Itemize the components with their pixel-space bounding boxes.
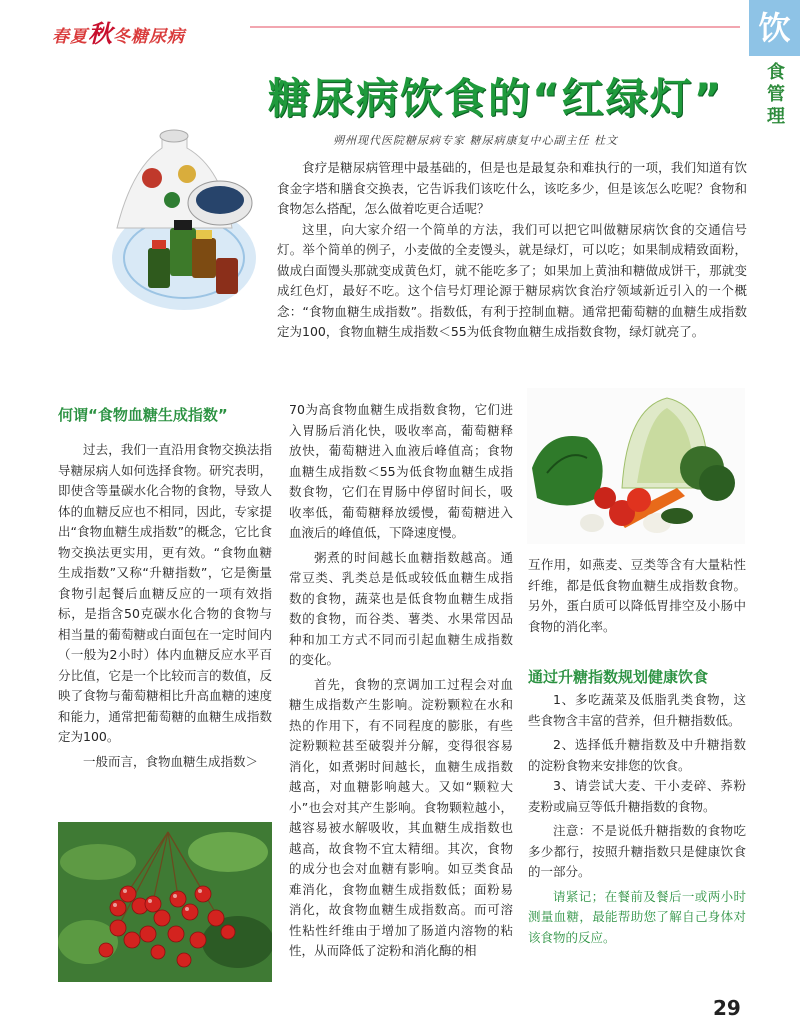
body-paragraph: 过去，我们一直沿用食物交换法指导糖尿病人如何选择食物。研究表明，即使含等量碳水化合物的食物，导致人体的血糖反应也不相同，因此，专家提出“食物血糖生成指数”的概念，它比食物交换法更实用，更有效。“食物血糖生成指数”又称“升糖指数”，它是衡量食物引起餐后血糖反应的一项有效指标，是指含50克碳水化合物的食物与相当量的葡萄糖或白面包在一定时间内（一般为2小时）体内血糖反应水平百分比值，它是一个比较而言的数值，反映了食物与葡萄糖相比升高血糖的速度和能力，通常把葡萄糖的血糖生成指数定为100。 xyxy=(58,442,272,744)
intro-paragraph: 食疗是糖尿病管理中最基础的，但是也是最复杂和难执行的一项，我们知道有饮食金字塔和膳食交换表，它告诉我们该吃什么，该吃多少，但是该怎么吃呢？食物和食物怎么搭配，怎么做着吃更合适呢？ xyxy=(277,160,747,216)
note-paragraph: 注意：不是说低升糖指数的食物吃多少都行，按照升糖指数只是健康饮食的一部分。 xyxy=(528,823,746,879)
article-title: 糖尿病饮食的“红绿灯” xyxy=(268,74,724,123)
tip-item: 3、请尝试大麦、干小麦碎、荞粉麦粉或扁豆等低升糖指数的食物。 xyxy=(528,778,746,814)
article-byline: 朔州现代医院糖尿病专家 糖尿病康复中心副主任 杜文 xyxy=(333,134,618,147)
page-number: 29 xyxy=(713,996,741,1020)
cherries-photo xyxy=(58,822,272,982)
column-2-text xyxy=(289,400,513,962)
tip-item: 1、多吃蔬菜及低脂乳类食物，这些食物含丰富的营养，但升糖指数低。 xyxy=(528,692,746,728)
series-title xyxy=(52,14,185,49)
tips-list xyxy=(528,690,746,948)
medicine-illustration xyxy=(92,108,264,318)
intro-paragraph: 这里，向大家介绍一个简单的方法，我们可以把它叫做糖尿病饮食的交通信号灯。举个简单的例子，小麦做的全麦馒头，就是绿灯，可以吃；如果制成精致面粉，做成白面馒头那就变成黄色灯，就不能吃多了；如果加上黄油和糖做成饼干，那就变成红色灯，最好不吃。这个信号灯理论源于糖尿病饮食治疗领域新近引入的一个概念：“食物血糖生成指数”。指数低，有利于控制血糖。通常把葡萄糖的血糖生成指数定为100，食物血糖生成指数＜55为低食物血糖生成指数食物，绿灯就亮了。 xyxy=(277,221,747,339)
body-paragraph: 一般而言，食物血糖生成指数＞ xyxy=(83,753,259,769)
series-title-autumn: 秋 xyxy=(88,19,113,48)
section-tab: 饮 xyxy=(749,0,800,56)
body-paragraph: 互作用，如燕麦、豆类等含有大量粘性纤维，都是低食物血糖生成指数食物。另外，蛋白质可以降低胃排空及小肠中食物的消化率。 xyxy=(528,557,746,634)
header-rule xyxy=(250,26,740,28)
tip-item: 2、选择低升糖指数及中升糖指数的淀粉食物来安排您的饮食。 xyxy=(528,737,746,773)
section-heading-gi-definition: 何谓“食物血糖生成指数” xyxy=(58,406,228,424)
column-3-text xyxy=(528,555,746,637)
section-heading-gi-diet-plan: 通过升糖指数规划健康饮食 xyxy=(528,668,709,686)
series-title-pre: 春夏 xyxy=(52,27,88,47)
reminder-paragraph: 请紧记；在餐前及餐后一或两小时测量血糖，最能帮助您了解自己身体对该食物的反应。 xyxy=(528,888,746,945)
body-paragraph: 粥煮的时间越长血糖指数越高。通常豆类、乳类总是低或较低血糖生成指数的食物，蔬菜也是低食物血糖生成指数的食物，而谷类、薯类、水果常因品种和加工方式不同而引起血糖生成指数的变化。 xyxy=(289,549,513,667)
body-paragraph: 70为高食物血糖生成指数食物，它们进入胃肠后消化快，吸收率高，葡萄糖释放快，葡萄糖进入血液后峰值高；食物血糖生成指数＜55为低食物血糖生成指数食物，它们在胃肠中停留时间长，吸收率低，葡萄糖释放缓慢，葡萄糖进入血液后的峰值低，下降速度慢。 xyxy=(289,402,513,540)
article-intro xyxy=(277,158,747,343)
section-label: 食管理 xyxy=(767,62,785,127)
vegetables-photo xyxy=(527,388,745,544)
body-paragraph: 首先，食物的烹调加工过程会对血糖生成指数产生影响。淀粉颗粒在水和热的作用下，有不同程度的膨胀，有些淀粉颗粒甚至破裂并分解，变得很容易消化，如煮粥时间越长，血糖生成指数越高，对血糖影响越大。又如“颗粒大小”也会对其产生影响。食物颗粒越小，越容易被水解吸收，其血糖生成指数也越高，故食物不宜太精细。其次，食物的成分也会对血糖有影响。如豆类食品难消化，食物血糖生成指数低；面粉易消化，故食物血糖生成指数高。而可溶性粘性纤维由于增加了肠道内溶物的粘性，从而降低了淀粉和消化酶的相 xyxy=(289,676,513,958)
column-1-text xyxy=(58,440,272,772)
series-title-post: 冬糖尿病 xyxy=(113,27,185,47)
